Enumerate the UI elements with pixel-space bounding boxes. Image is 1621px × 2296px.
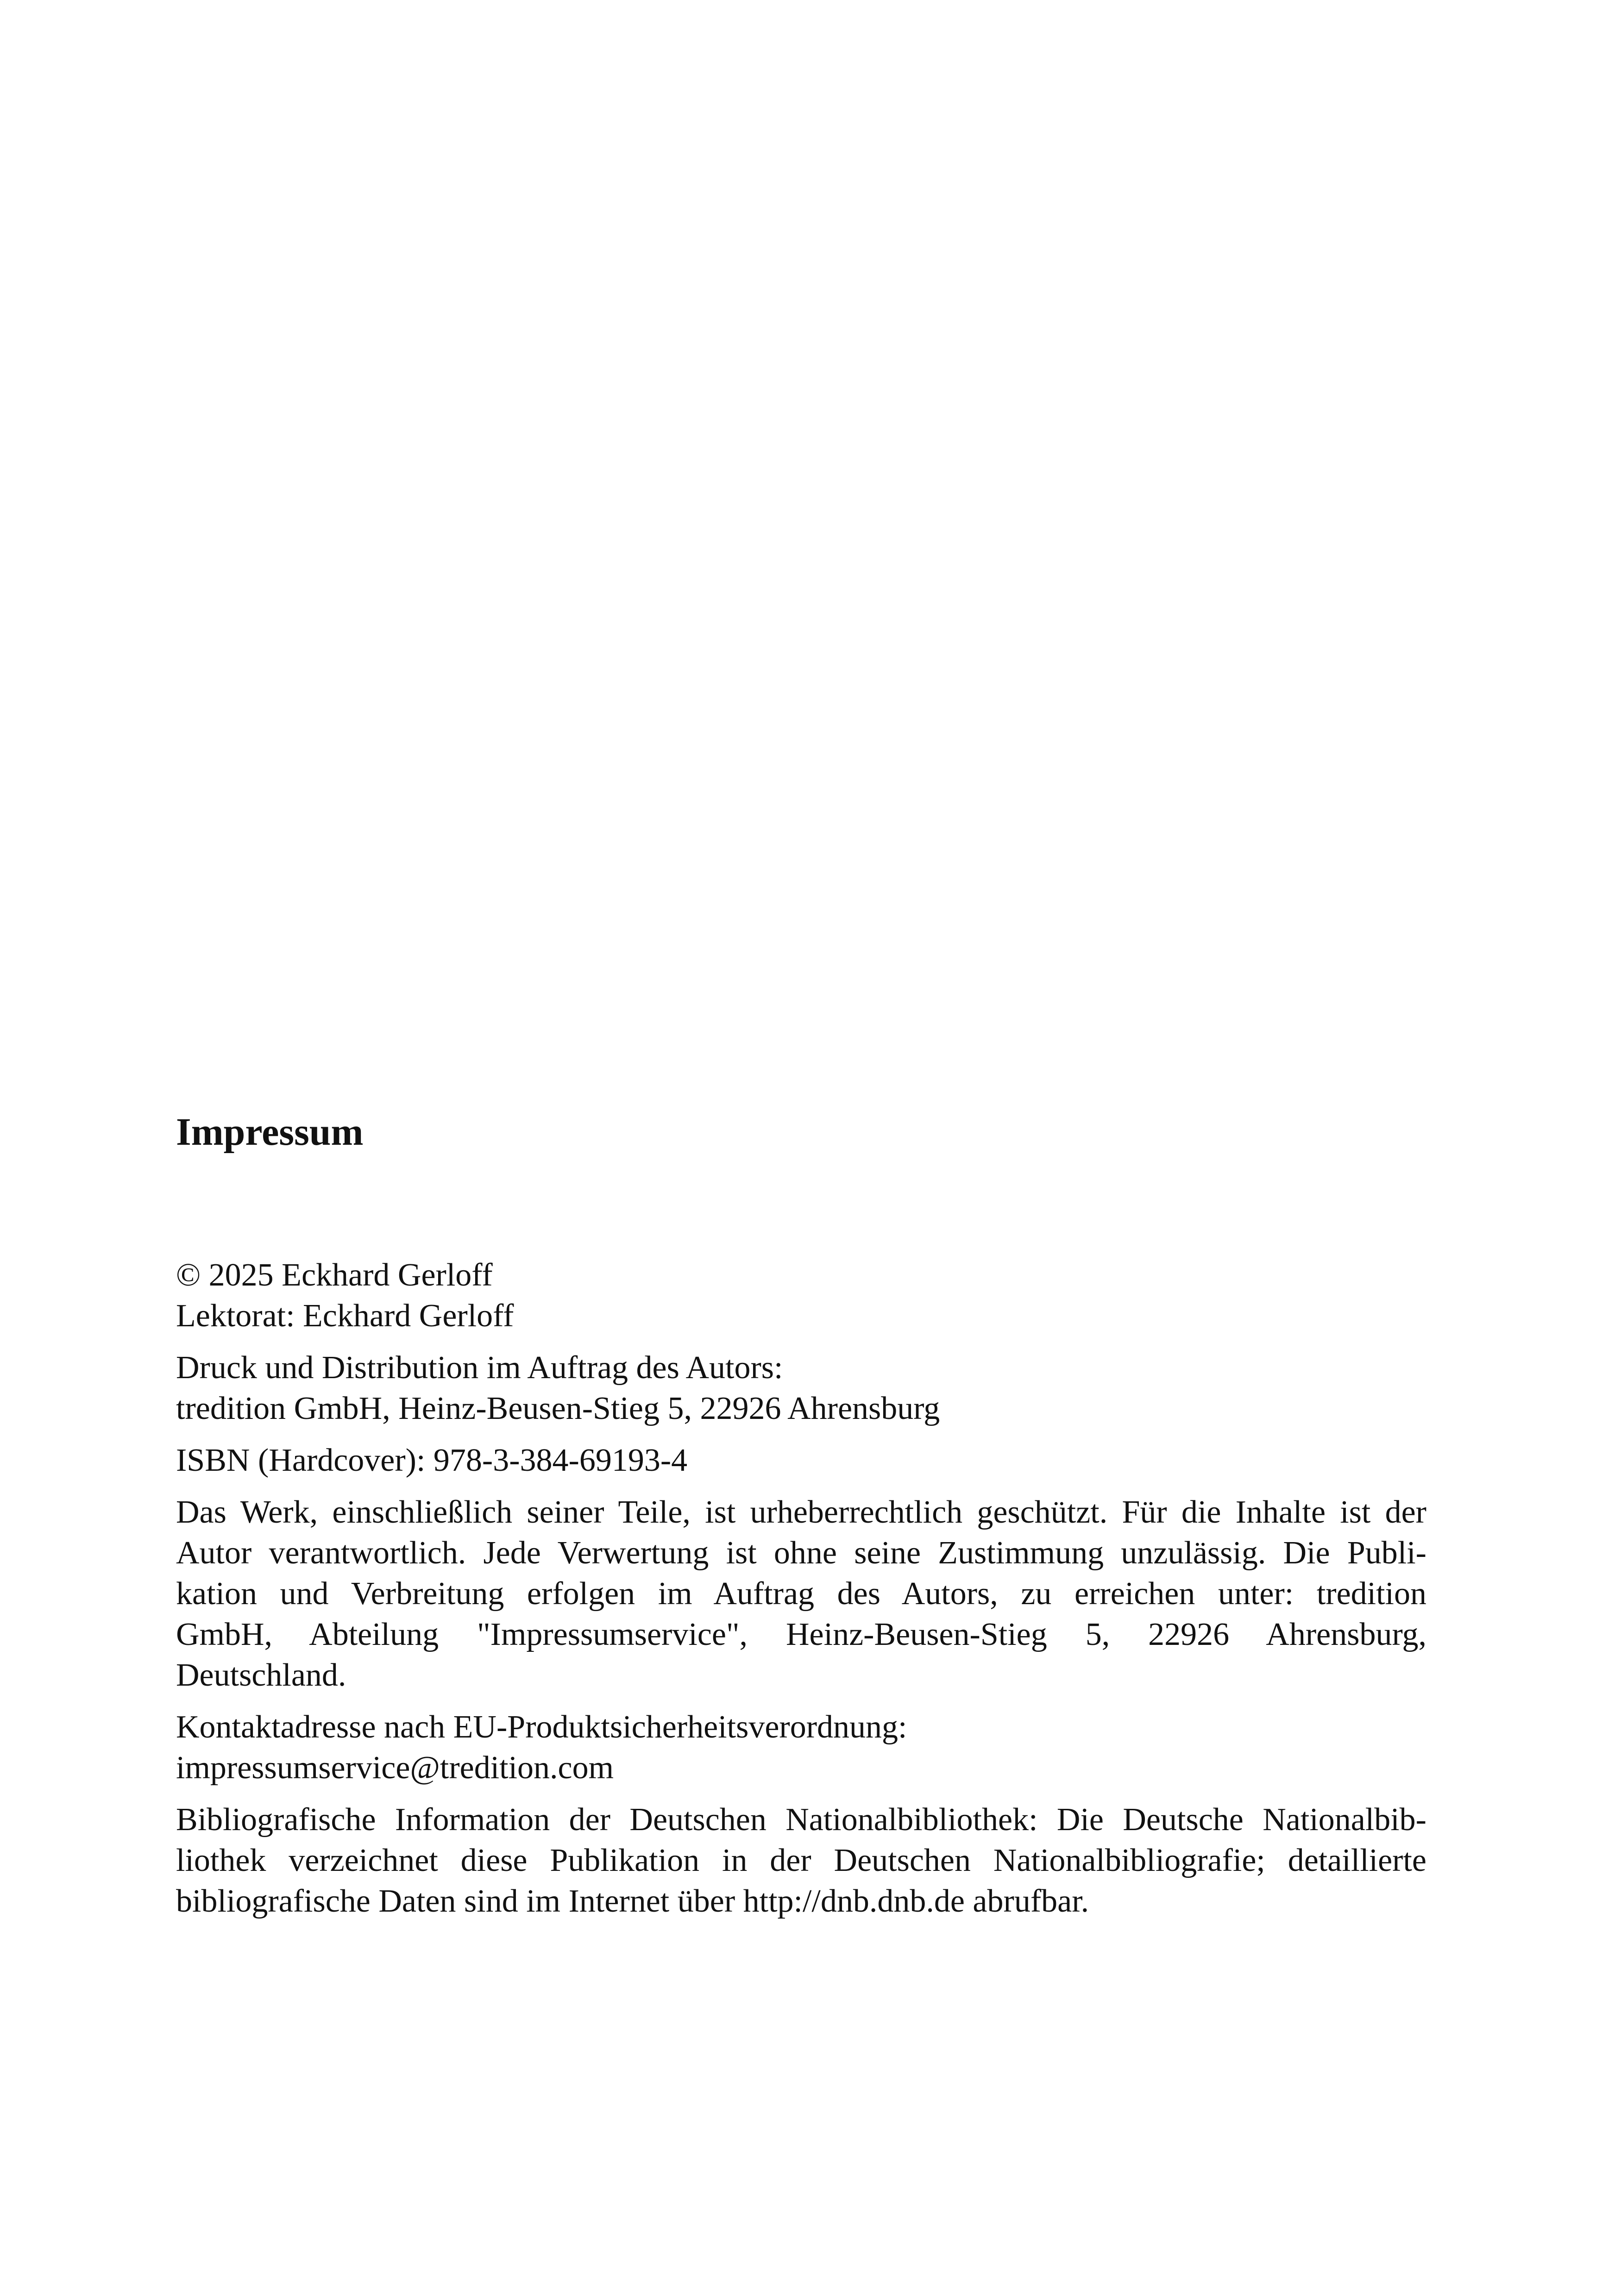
printing-label: Druck und Distribution im Auftrag des Autors: [176,1350,783,1386]
rights-line: Autor verantwortlich. Jede Verwertung ist ohne seine Zustimmung unzulässig. Die Publi- [176,1535,1426,1571]
rights-line: Das Werk, einschließlich seiner Teile, ist urheberrechtlich geschützt. Für die Inhalte ist der [176,1494,1426,1530]
isbn-block [176,1440,1426,1481]
contact-block [176,1707,1426,1788]
imprint-section [176,1109,1426,1933]
copyright-line: © 2025 Eckhard Gerloff [176,1257,493,1293]
isbn-line: ISBN (Hardcover): 978-3-384-69193-4 [176,1443,688,1478]
rights-paragraph [176,1492,1426,1696]
rights-line: GmbH, Abteilung "Impressumservice", Heinz-Beusen-Stieg 5, 22926 Ahrensburg, [176,1617,1426,1652]
contact-label: Kontaktadresse nach EU-Produktsicherheitsverordnung: [176,1709,907,1745]
imprint-heading: Impressum [176,1110,364,1154]
bibliography-paragraph [176,1800,1426,1922]
bibliography-line: liothek verzeichnet diese Publikation in der Deutschen Nationalbibliografie; detaillierte [176,1843,1426,1878]
bibliography-line: Bibliografische Information der Deutschen Nationalbibliothek: Die Deutsche Nationalbib- [176,1802,1426,1838]
contact-email[interactable]: impressumservice@tredition.com [176,1750,614,1786]
bibliography-line: bibliografische Daten sind im Internet über http://dnb.dnb.de abrufbar. [176,1883,1089,1919]
copyright-block [176,1255,1426,1336]
rights-line: kation und Verbreitung erfolgen im Auftrag des Autors, zu erreichen unter: tredition [176,1576,1426,1612]
printing-block [176,1348,1426,1429]
publisher-address: tredition GmbH, Heinz-Beusen-Stieg 5, 22926 Ahrensburg [176,1391,940,1426]
editor-line: Lektorat: Eckhard Gerloff [176,1298,514,1334]
rights-line: Deutschland. [176,1657,346,1693]
